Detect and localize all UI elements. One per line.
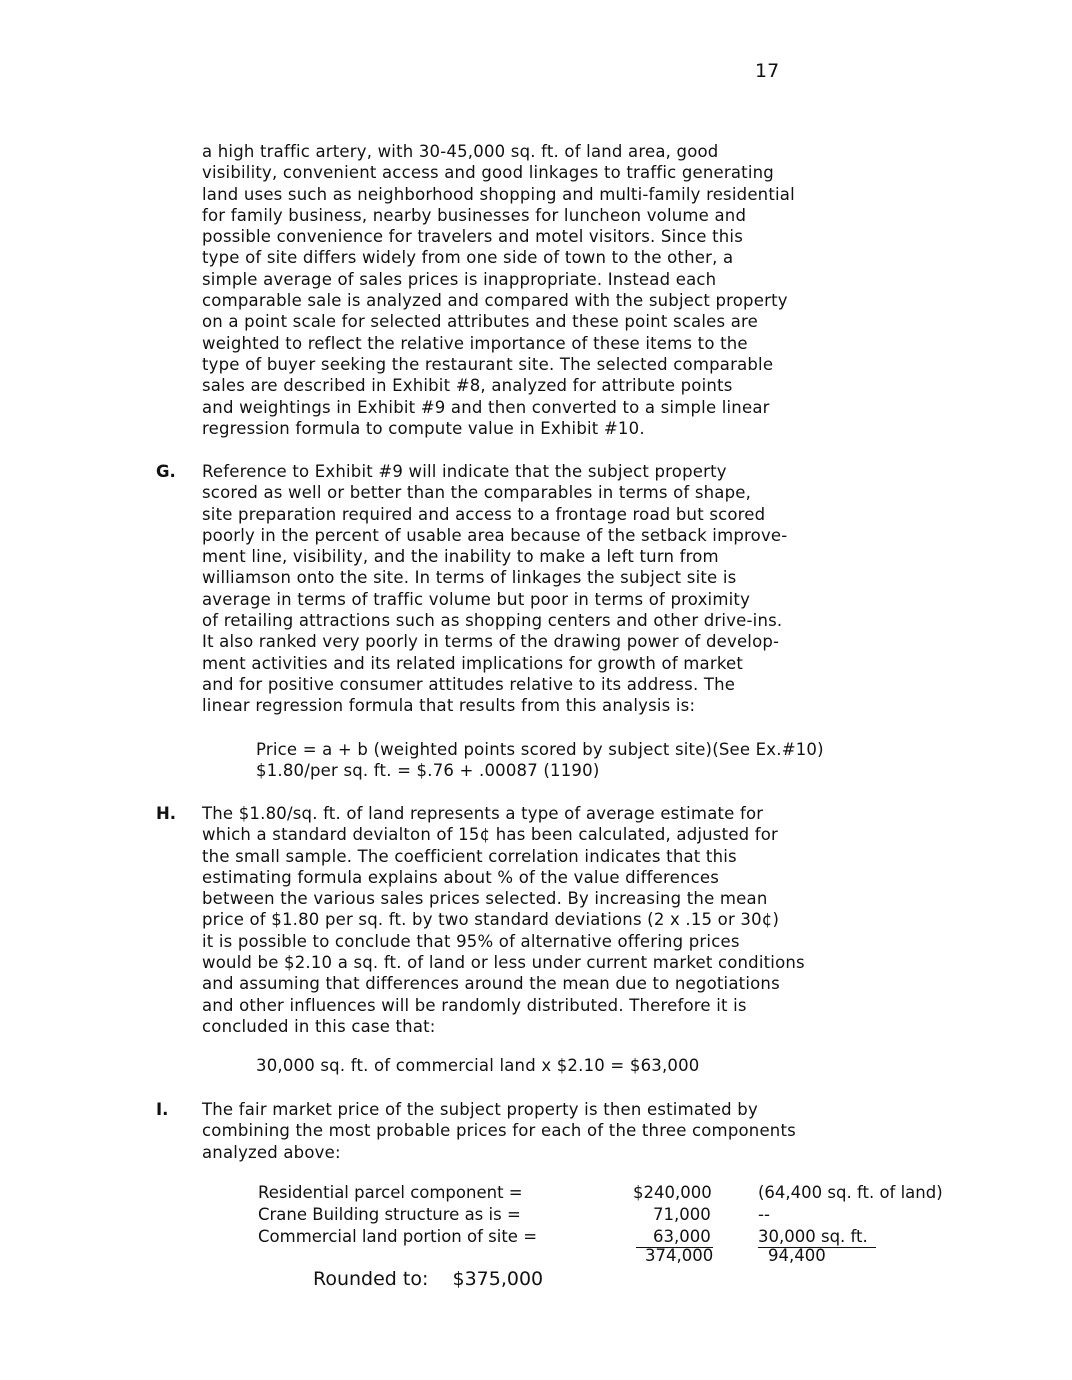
section-i-marker: I. bbox=[156, 1100, 169, 1119]
page-number: 17 bbox=[755, 60, 780, 82]
text-line: and other influences will be randomly distributed. Therefore it is bbox=[202, 995, 747, 1015]
text-line: on a point scale for selected attributes and these point scales are bbox=[202, 312, 758, 332]
intro-paragraph bbox=[202, 141, 1002, 439]
table-row-label: Crane Building structure as is = bbox=[258, 1205, 521, 1224]
text-line: land uses such as neighborhood shopping and multi-family residential bbox=[202, 184, 795, 204]
text-line: and assuming that differences around the mean due to negotiations bbox=[202, 974, 780, 994]
text-line: The $1.80/sq. ft. of land represents a type of average estimate for bbox=[202, 804, 764, 823]
text-line: simple average of sales prices is inappropriate. Instead each bbox=[202, 269, 717, 289]
table-total-value: 374,000 bbox=[645, 1246, 714, 1265]
table-row-label: Residential parcel component = bbox=[258, 1183, 523, 1202]
text-line: type of buyer seeking the restaurant site. The selected comparable bbox=[202, 354, 774, 374]
text-line: ment line, visibility, and the inability to make a left turn from bbox=[202, 547, 719, 567]
table-row-value: 71,000 bbox=[653, 1205, 711, 1224]
text-line: ment activities and its related implications for growth of market bbox=[202, 653, 744, 673]
text-line: price of $1.80 per sq. ft. by two standard deviations (2 x .15 or 30¢) bbox=[202, 910, 780, 930]
table-row-value: $240,000 bbox=[633, 1183, 712, 1202]
table-row-label: Commercial land portion of site = bbox=[258, 1227, 538, 1246]
text-line: for family business, nearby businesses for luncheon volume and bbox=[202, 205, 747, 225]
rounded-value: $375,000 bbox=[452, 1268, 544, 1290]
text-line: and weightings in Exhibit #9 and then converted to a simple linear bbox=[202, 397, 770, 417]
text-line: The fair market price of the subject property is then estimated by bbox=[202, 1100, 758, 1119]
land-value-calculation bbox=[256, 1055, 700, 1076]
text-line: which a standard devialton of 15¢ has been calculated, adjusted for bbox=[202, 825, 779, 845]
text-line: and for positive consumer attitudes relative to its address. The bbox=[202, 674, 736, 694]
text-line: estimating formula explains about % of the value differences bbox=[202, 867, 719, 887]
section-g-paragraph bbox=[202, 461, 1002, 717]
table-row-area: (64,400 sq. ft. of land) bbox=[758, 1183, 943, 1202]
text-line: williamson onto the site. In terms of linkages the subject site is bbox=[202, 568, 737, 588]
formula-line: $1.80/per sq. ft. = $.76 + .00087 (1190) bbox=[256, 761, 600, 781]
text-line: site preparation required and access to a frontage road but scored bbox=[202, 504, 766, 524]
text-line: of retailing attractions such as shopping centers and other drive-ins. bbox=[202, 611, 783, 631]
text-line: poorly in the percent of usable area because of the setback improve- bbox=[202, 525, 788, 545]
text-line: would be $2.10 a sq. ft. of land or less under current market conditions bbox=[202, 953, 805, 973]
text-line: sales are described in Exhibit #8, analyzed for attribute points bbox=[202, 376, 733, 396]
text-line: regression formula to compute value in Exhibit #10. bbox=[202, 418, 645, 438]
text-line: average in terms of traffic volume but poor in terms of proximity bbox=[202, 589, 751, 609]
table-row-area: 30,000 sq. ft. bbox=[758, 1226, 876, 1248]
table-total-area: 94,400 bbox=[768, 1246, 826, 1265]
text-line: comparable sale is analyzed and compared with the subject property bbox=[202, 291, 788, 311]
section-h-paragraph bbox=[202, 803, 1002, 1037]
text-line: it is possible to conclude that 95% of alternative offering prices bbox=[202, 931, 740, 951]
text-line: scored as well or better than the comparables in terms of shape, bbox=[202, 483, 752, 503]
regression-formula bbox=[256, 739, 824, 782]
section-h-marker: H. bbox=[156, 804, 177, 823]
table-row-area: -- bbox=[758, 1205, 770, 1224]
calculation-line: 30,000 sq. ft. of commercial land x $2.10 = $63,000 bbox=[256, 1056, 700, 1075]
text-line: combining the most probable prices for each of the three components bbox=[202, 1121, 796, 1141]
text-line: linear regression formula that results from this analysis is: bbox=[202, 696, 696, 716]
text-line: a high traffic artery, with 30-45,000 sq. ft. of land area, good bbox=[202, 142, 719, 161]
text-line: possible convenience for travelers and motel visitors. Since this bbox=[202, 227, 743, 247]
text-line: analyzed above: bbox=[202, 1142, 341, 1162]
section-g-marker: G. bbox=[156, 462, 176, 481]
rounded-label: Rounded to: bbox=[313, 1268, 429, 1290]
text-line: concluded in this case that: bbox=[202, 1016, 436, 1036]
text-line: between the various sales prices selected. By increasing the mean bbox=[202, 889, 768, 909]
text-line: the small sample. The coefficient correlation indicates that this bbox=[202, 846, 737, 866]
rounded-total bbox=[313, 1268, 543, 1290]
text-line: type of site differs widely from one side of town to the other, a bbox=[202, 248, 734, 268]
text-line: weighted to reflect the relative importance of these items to the bbox=[202, 333, 748, 353]
text-line: It also ranked very poorly in terms of the drawing power of develop- bbox=[202, 632, 780, 652]
formula-line: Price = a + b (weighted points scored by subject site)(See Ex.#10) bbox=[256, 740, 824, 759]
section-i-paragraph bbox=[202, 1099, 1002, 1163]
text-line: Reference to Exhibit #9 will indicate that the subject property bbox=[202, 462, 727, 481]
table-row-value: 63,000 bbox=[636, 1226, 713, 1248]
text-line: visibility, convenient access and good linkages to traffic generating bbox=[202, 163, 774, 183]
